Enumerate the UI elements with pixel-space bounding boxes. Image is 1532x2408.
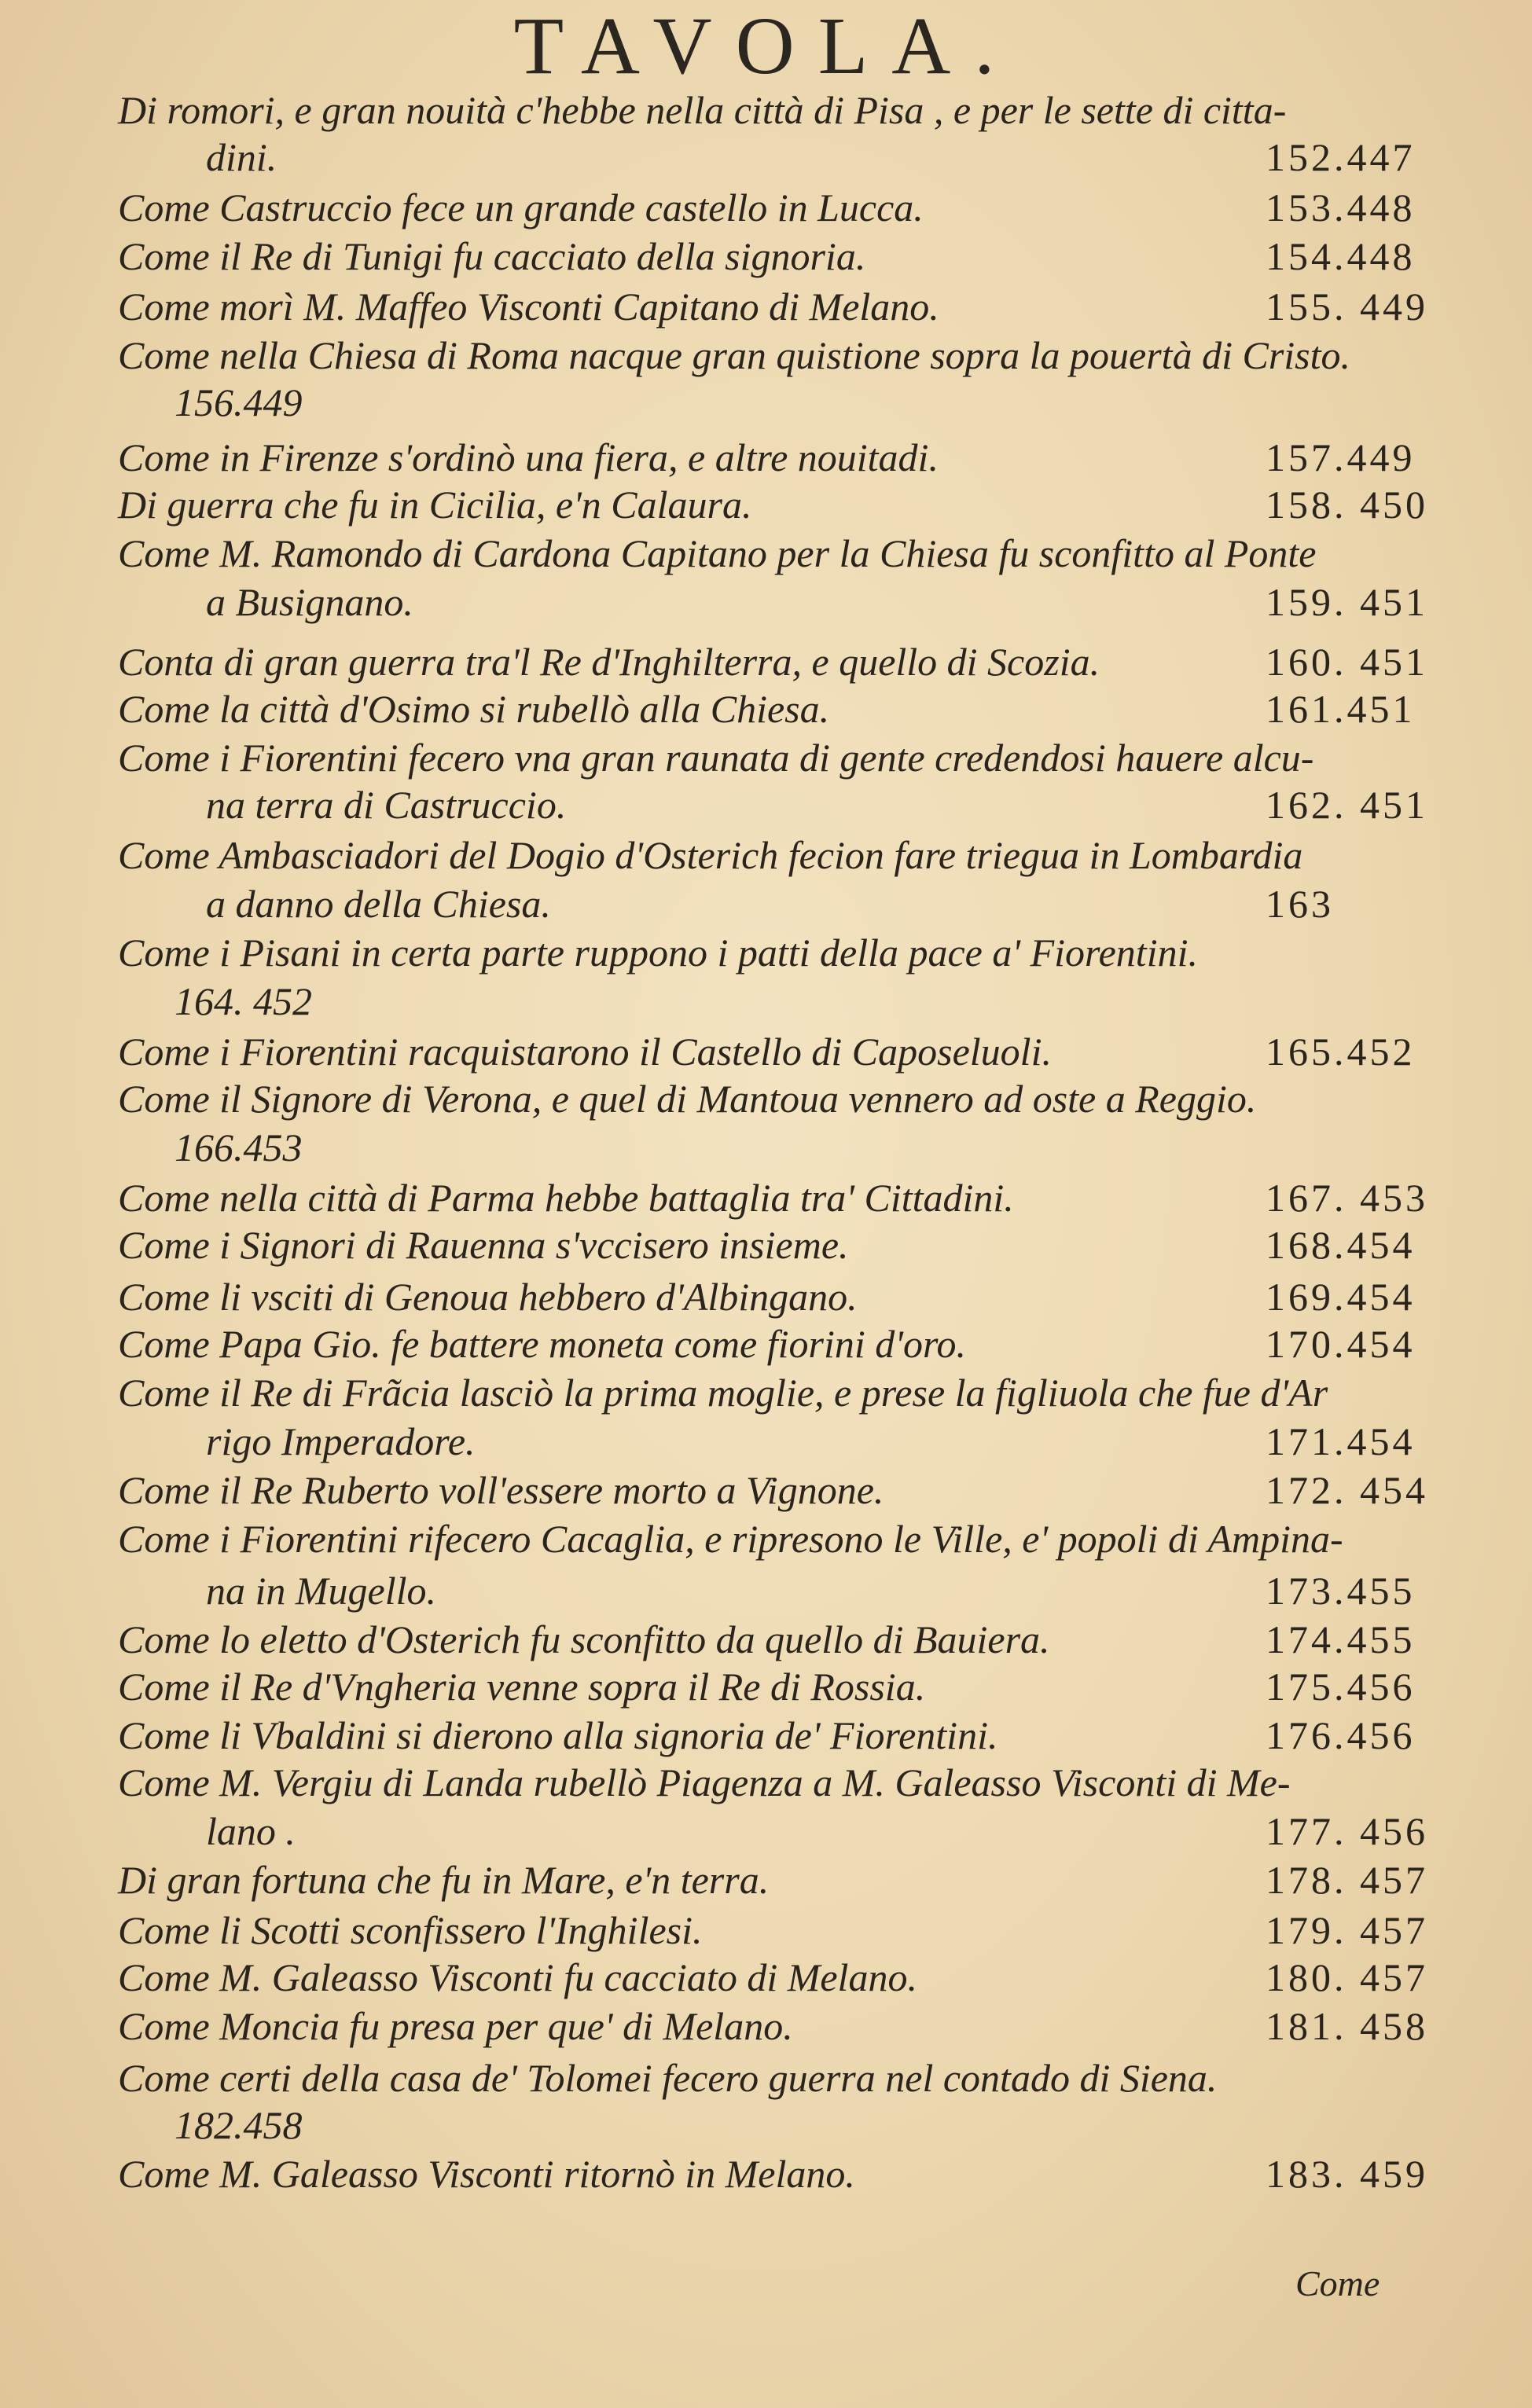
- page-reference: 165.452: [1266, 1030, 1416, 1074]
- catchword: Come: [1295, 2263, 1380, 2303]
- index-entry-line: na terra di Castruccio.: [206, 783, 567, 827]
- page-reference: 181. 458: [1266, 2004, 1428, 2048]
- page-reference: 175.456: [1266, 1665, 1416, 1709]
- index-entry-line: Come i Pisani in certa parte ruppono i patti della pace a' Fiorentini.: [118, 931, 1198, 975]
- page-reference: 174.455: [1266, 1617, 1416, 1661]
- page-reference: 162. 451: [1266, 783, 1428, 827]
- page-reference: 180. 457: [1266, 1955, 1428, 1999]
- index-entry-line: rigo Imperadore.: [206, 1419, 476, 1463]
- index-entry-line: a Busignano.: [206, 580, 413, 624]
- index-entry-line: 182.458: [175, 2103, 303, 2147]
- page-reference: 152.447: [1266, 135, 1416, 179]
- index-entry-line: lano .: [206, 1809, 296, 1853]
- index-entry-line: Come li vsciti di Genoua hebbero d'Albingano.: [118, 1275, 858, 1319]
- index-entry-line: Come in Firenze s'ordinò una fiera, e altre nouitadi.: [118, 435, 939, 479]
- index-entry-line: Come M. Vergiu di Landa rubellò Piagenza a M. Galeasso Visconti di Me-: [118, 1760, 1291, 1804]
- page-reference: 163: [1266, 882, 1334, 926]
- page-reference: 173.455: [1266, 1569, 1416, 1613]
- index-entry-line: Come il Signore di Verona, e quel di Mantoua vennero ad oste a Reggio.: [118, 1077, 1257, 1121]
- index-entry-line: Come i Fiorentini rifecero Cacaglia, e ripresono le Ville, e' popoli di Ampina-: [118, 1517, 1343, 1561]
- index-entry-line: dini.: [206, 135, 277, 179]
- index-entry-line: Come li Scotti sconfissero l'Inghilesi.: [118, 1908, 703, 1952]
- page-reference: 171.454: [1266, 1419, 1416, 1463]
- page-reference: 172. 454: [1266, 1468, 1428, 1512]
- index-entry-line: Come i Signori di Rauenna s'vccisero insieme.: [118, 1223, 849, 1267]
- page-reference: 159. 451: [1266, 580, 1428, 624]
- page-reference: 158. 450: [1266, 483, 1428, 527]
- index-entry-line: Come certi della casa de' Tolomei fecero guerra nel contado di Siena.: [118, 2056, 1218, 2100]
- index-entry-line: Come nella città di Parma hebbe battaglia tra' Cittadini.: [118, 1176, 1014, 1220]
- index-entry-line: Come il Re di Tunigi fu cacciato della signoria.: [118, 234, 866, 278]
- index-entry-line: Come M. Ramondo di Cardona Capitano per la Chiesa fu sconfitto al Ponte: [118, 531, 1317, 575]
- page-reference: 155. 449: [1266, 284, 1428, 329]
- index-entry-line: Conta di gran guerra tra'l Re d'Inghilterra, e quello di Scozia.: [118, 640, 1100, 684]
- index-entry-line: Come M. Galeasso Visconti ritornò in Melano.: [118, 2152, 855, 2196]
- index-entry-line: na in Mugello.: [206, 1569, 437, 1613]
- page-reference: 154.448: [1266, 234, 1416, 278]
- index-entry-line: Come la città d'Osimo si rubellò alla Chiesa.: [118, 687, 830, 731]
- page-reference: 167. 453: [1266, 1176, 1428, 1220]
- index-entry-line: Come il Re d'Vngheria venne sopra il Re di Rossia.: [118, 1665, 926, 1709]
- page-reference: 160. 451: [1266, 640, 1428, 684]
- index-entry-line: Di gran fortuna che fu in Mare, e'n terra.: [118, 1858, 770, 1902]
- page-reference: 157.449: [1266, 435, 1416, 479]
- page-reference: 177. 456: [1266, 1809, 1428, 1853]
- index-entry-line: Come M. Galeasso Visconti fu cacciato di Melano.: [118, 1955, 917, 1999]
- index-entry-line: Come il Re di Frãcia lasciò la prima moglie, e prese la figliuola che fue d'Ar: [118, 1371, 1328, 1415]
- page-reference: 176.456: [1266, 1713, 1416, 1757]
- page-reference: 169.454: [1266, 1275, 1416, 1319]
- page-reference: 179. 457: [1266, 1908, 1428, 1952]
- page-reference: 178. 457: [1266, 1858, 1428, 1902]
- page-reference: 183. 459: [1266, 2152, 1428, 2196]
- index-entry-line: Come i Fiorentini fecero vna gran raunata di gente credendosi hauere alcu-: [118, 736, 1314, 780]
- index-entry-line: Come morì M. Maffeo Visconti Capitano di Melano.: [118, 284, 939, 329]
- index-entry-line: Come i Fiorentini racquistarono il Castello di Caposeluoli.: [118, 1030, 1052, 1074]
- index-entry-line: Come Ambasciadori del Dogio d'Osterich fecion fare triegua in Lombardia: [118, 833, 1303, 877]
- page-reference: 170.454: [1266, 1322, 1416, 1366]
- page-reference: 168.454: [1266, 1223, 1416, 1267]
- index-entry-line: 156.449: [175, 380, 303, 424]
- index-entry-line: Come Castruccio fece un grande castello in Lucca.: [118, 185, 924, 229]
- index-entry-line: Di romori, e gran nouità c'hebbe nella città di Pisa , e per le sette di citta-: [118, 88, 1287, 132]
- index-entry-line: Come Papa Gio. fe battere moneta come fiorini d'oro.: [118, 1322, 967, 1366]
- page-title: TAVOLA.: [513, 1, 1019, 91]
- index-entry-line: Di guerra che fu in Cicilia, e'n Calaura.: [118, 483, 752, 527]
- index-entry-line: Come nella Chiesa di Roma nacque gran quistione sopra la pouertà di Cristo.: [118, 333, 1351, 377]
- page-reference: 153.448: [1266, 185, 1416, 229]
- index-entry-line: Come li Vbaldini si dierono alla signoria de' Fiorentini.: [118, 1713, 998, 1757]
- index-entry-line: a danno della Chiesa.: [206, 882, 551, 926]
- page-reference: 161.451: [1266, 687, 1416, 731]
- index-entry-line: 166.453: [175, 1125, 303, 1169]
- index-entry-line: Come il Re Ruberto voll'essere morto a Vignone.: [118, 1468, 884, 1512]
- index-entry-line: Come Moncia fu presa per que' di Melano.: [118, 2004, 793, 2048]
- index-entry-line: 164. 452: [175, 979, 312, 1023]
- index-entry-line: Come lo eletto d'Osterich fu sconfitto da quello di Bauiera.: [118, 1617, 1050, 1661]
